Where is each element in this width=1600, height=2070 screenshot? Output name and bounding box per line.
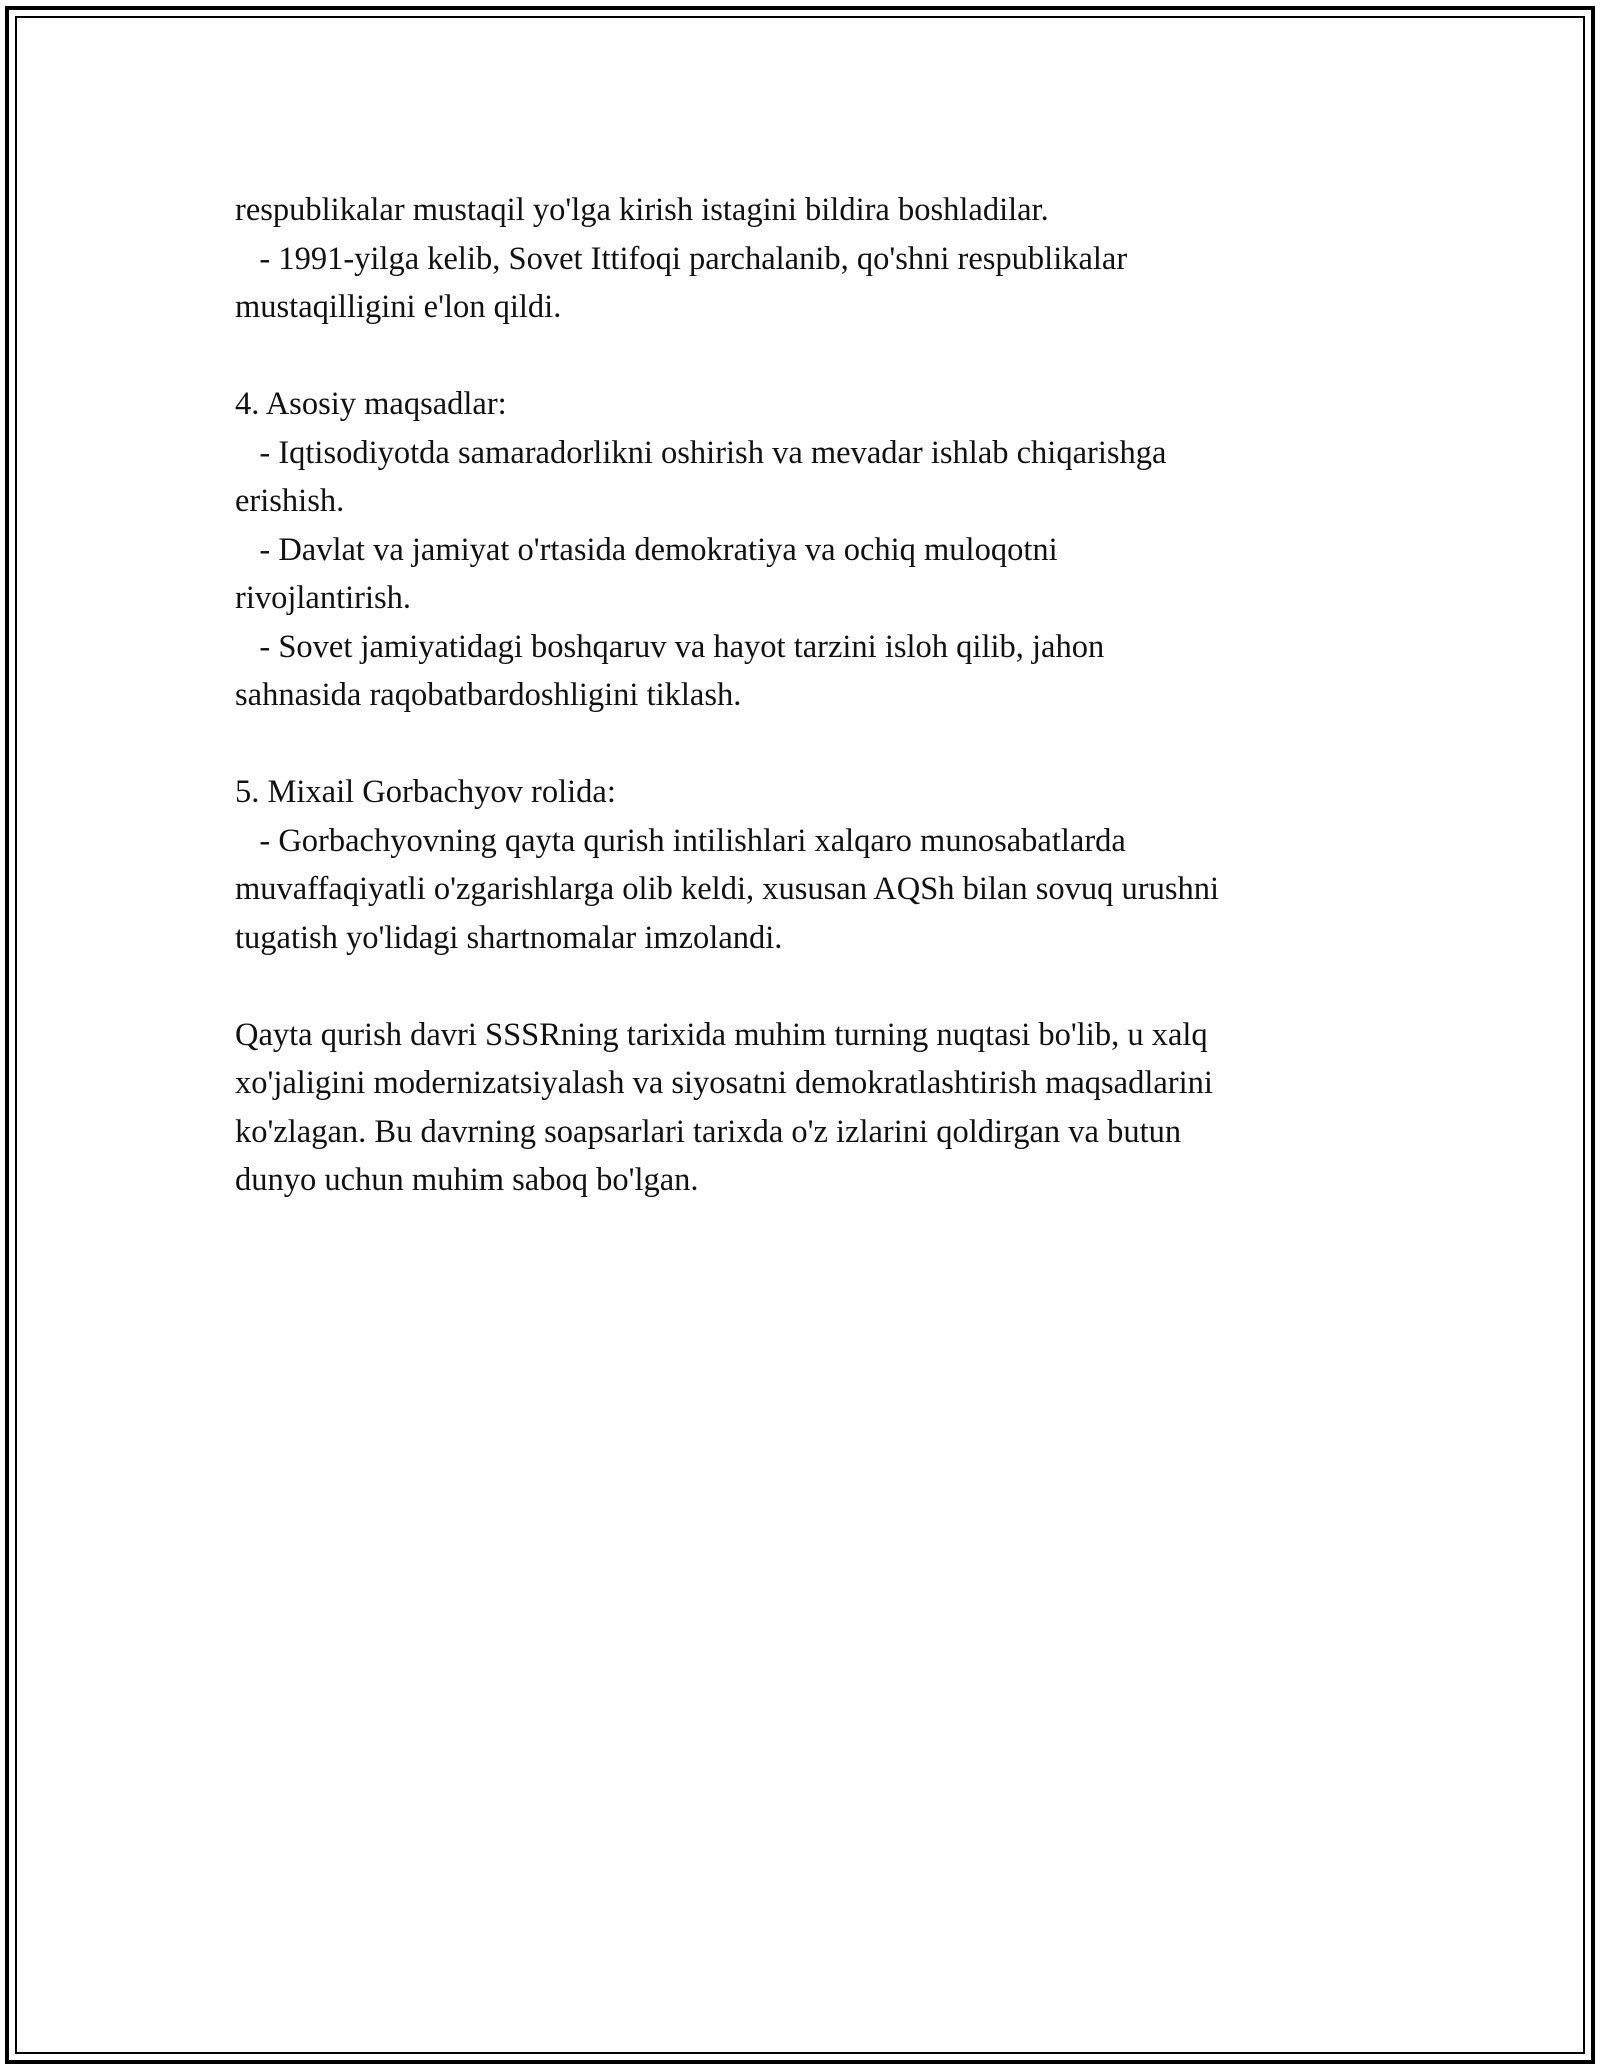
text-line: mustaqilligini e'lon qildi.: [235, 289, 562, 325]
text-line: - Sovet jamiyatidagi boshqaruv va hayot tarzini isloh qilib, jahon: [235, 628, 1105, 665]
section-heading: 4. Asosiy maqsadlar:: [235, 386, 507, 422]
section-goals: [235, 380, 1365, 720]
section-gorbachev: [235, 768, 1365, 962]
text-line: - Iqtisodiyotda samaradorlikni oshirish va mevadar ishlab chiqarishga: [235, 434, 1167, 471]
text-line: dunyo uchun muhim saboq bo'lgan.: [235, 1162, 699, 1198]
text-line: tugatish yo'lidagi shartnomalar imzolandi.: [235, 919, 783, 956]
paragraph-gap: [235, 962, 1365, 1011]
intro-paragraph: [235, 186, 1365, 332]
text-line: muvaffaqiyatli o'zgarishlarga olib keldi, xususan AQSh bilan sovuq urushni: [235, 871, 1220, 907]
text-line: sahnasida raqobatbardoshligini tiklash.: [235, 677, 742, 713]
text-line: xo'jaligini modernizatsiyalash va siyosatni demokratlashtirish maqsadlarini: [235, 1065, 1213, 1101]
text-line: rivojlantirish.: [235, 580, 412, 616]
text-line: Qayta qurish davri SSSRning tarixida muhim turning nuqtasi bo'lib, u xalq: [235, 1016, 1208, 1053]
text-line: ko'zlagan. Bu davrning soapsarlari tarixda o'z izlarini qoldirgan va butun: [235, 1113, 1182, 1150]
text-line: respublikalar mustaqil yo'lga kirish istagini bildira boshladilar.: [235, 192, 1049, 228]
text-line: - Gorbachyovning qayta qurish intilishlari xalqaro munosabatlarda: [235, 822, 1126, 859]
paragraph-gap: [235, 332, 1365, 381]
conclusion-paragraph: [235, 1011, 1365, 1205]
text-line: - Davlat va jamiyat o'rtasida demokratiya va ochiq muloqotni: [235, 531, 1058, 568]
text-line: erishish.: [235, 483, 345, 519]
paragraph-gap: [235, 720, 1365, 769]
section-heading: 5. Mixail Gorbachyov rolida:: [235, 774, 616, 810]
text-line: - 1991-yilga kelib, Sovet Ittifoqi parchalanib, qo'shni respublikalar: [235, 240, 1128, 277]
document-body: [235, 186, 1365, 1205]
